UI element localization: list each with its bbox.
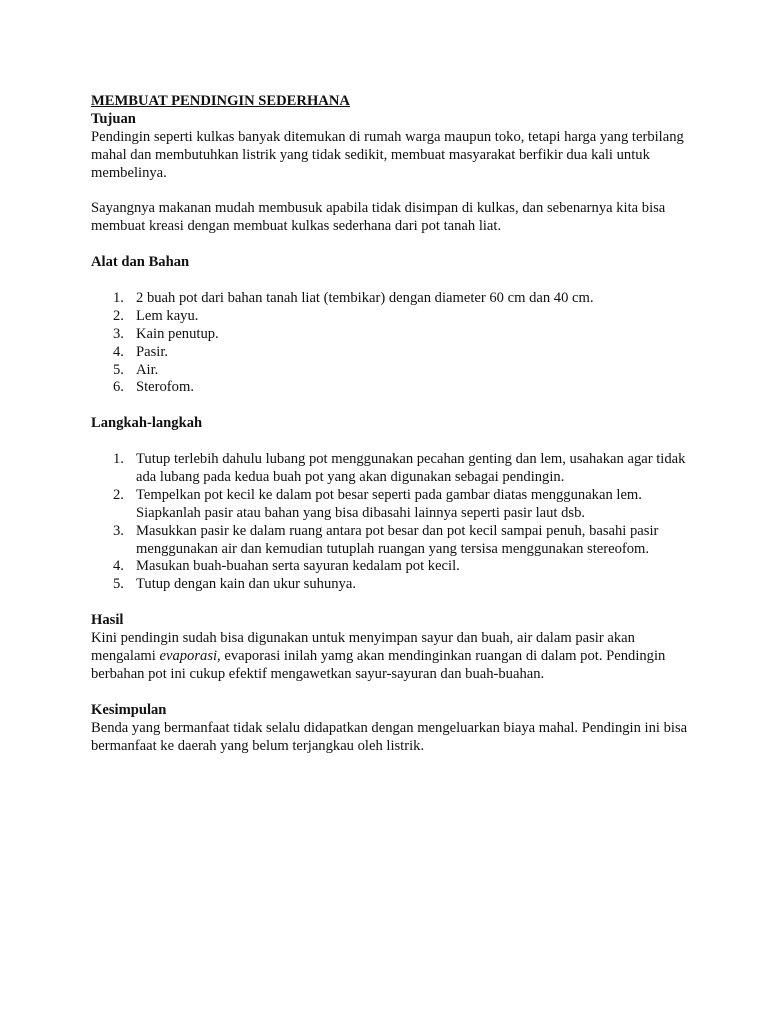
list-item (91, 290, 701, 308)
spacer (91, 594, 701, 612)
document-page (91, 93, 701, 755)
list-number: 4. (113, 558, 124, 575)
list-number: 3. (113, 522, 124, 539)
list-number: 6. (113, 379, 124, 396)
list-item (91, 326, 701, 344)
list-item-text: Pasir. (136, 343, 169, 360)
list-number: 1. (113, 451, 124, 468)
section-heading-hasil: Hasil (91, 612, 124, 629)
hasil-italic-term: evaporasi, (159, 648, 221, 664)
list-number: 2. (113, 307, 124, 324)
list-item-text: Tutup terlebih dahulu lubang pot menggunakan pecahan genting dan lem, usahakan agar tidak ada lubang pada kedua buah pot yang akan digunakan sebagai pendingin. (136, 451, 686, 485)
list-item (91, 487, 701, 523)
list-item-text: Tempelkan pot kecil ke dalam pot besar seperti pada gambar diatas menggunakan lem. Siapkanlah pasir atau bahan yang bisa dibasahi lainnya seperti pasir laut dsb. (136, 486, 642, 521)
list-item (91, 523, 701, 559)
document-title: MEMBUAT PENDINGIN SEDERHANA (91, 93, 350, 109)
alat-bahan-list (91, 290, 701, 397)
list-item (91, 451, 701, 487)
list-item (91, 379, 701, 397)
list-number: 5. (113, 361, 124, 378)
list-item (91, 308, 701, 326)
list-number: 3. (113, 325, 124, 342)
langkah-list (91, 451, 701, 594)
list-item-text: Masukan buah-buahan serta sayuran kedalam pot kecil. (136, 558, 460, 575)
section-heading-langkah: Langkah-langkah (91, 415, 203, 432)
spacer (91, 684, 701, 702)
tujuan-paragraph-2: Sayangnya makanan mudah membusuk apabila tidak disimpan di kulkas, dan sebenarnya kita bisa membuat kreasi dengan membuat kulkas sederhana dari pot tanah liat. (91, 200, 666, 235)
list-item-text: Kain penutup. (136, 325, 219, 342)
list-number: 4. (113, 343, 124, 360)
list-item-text: 2 buah pot dari bahan tanah liat (tembikar) dengan diameter 60 cm dan 40 cm. (136, 289, 594, 306)
list-item (91, 558, 701, 576)
list-item-text: Masukkan pasir ke dalam ruang antara pot besar dan pot kecil sampai penuh, basahi pasir menggunakan air dan kemudian tutuplah ruangan yang tersisa menggunakan stereofom. (136, 522, 659, 557)
spacer (91, 397, 701, 415)
list-item-text: Tutup dengan kain dan ukur suhunya. (136, 576, 356, 593)
list-item (91, 576, 701, 594)
section-heading-tujuan: Tujuan (91, 110, 136, 127)
hasil-text-after: evaporasi inilah yamg akan mendinginkan ruangan di dalam pot. Pendingin berbahan pot ini cukup efektif mengawetkan sayur-sayuran dan buah-buahan. (91, 648, 666, 682)
tujuan-paragraph-1: Pendingin seperti kulkas banyak ditemukan di rumah warga maupun toko, tetapi harga yang terbilang mahal dan membutuhkan listrik yang tidak sedikit, membuat masyarakat berfikir dua kali untuk membelinya. (91, 128, 684, 181)
list-item-text: Sterofom. (136, 379, 194, 396)
spacer (91, 236, 701, 254)
list-item-text: Air. (136, 361, 159, 378)
section-heading-alat-bahan: Alat dan Bahan (91, 254, 190, 271)
spacer (91, 272, 701, 290)
kesimpulan-paragraph: Benda yang bermanfaat tidak selalu didapatkan dengan mengeluarkan biaya mahal. Pendingin ini bisa bermanfaat ke daerah yang belum terjangkau oleh listrik. (91, 719, 688, 754)
hasil-paragraph (91, 630, 701, 684)
list-number: 1. (113, 289, 124, 306)
hasil-text-before: Kini pendingin sudah bisa digunakan untuk menyimpan sayur dan buah, air dalam pasir akan mengalami (91, 630, 635, 664)
list-number: 2. (113, 486, 124, 503)
list-item (91, 362, 701, 380)
spacer (91, 183, 701, 201)
list-number: 5. (113, 576, 124, 593)
list-item (91, 344, 701, 362)
list-item-text: Lem kayu. (136, 307, 199, 324)
section-heading-kesimpulan: Kesimpulan (91, 701, 167, 718)
spacer (91, 433, 701, 451)
